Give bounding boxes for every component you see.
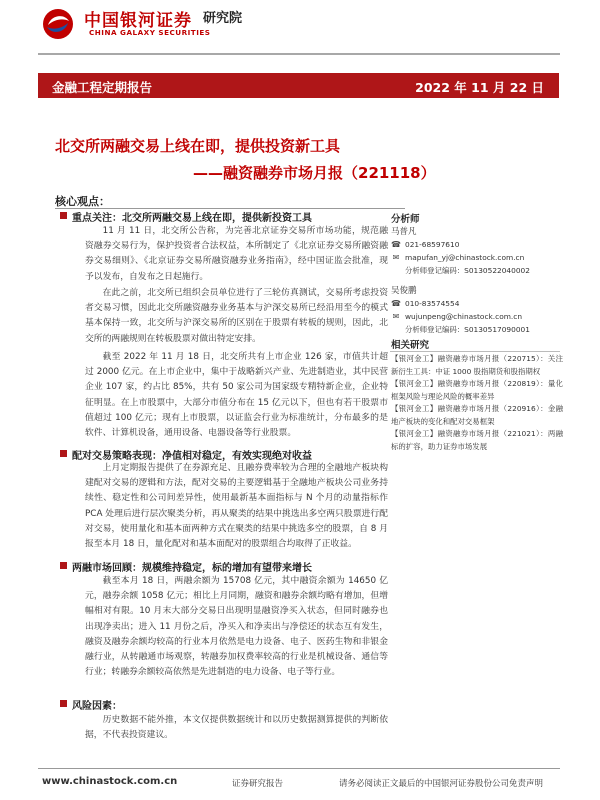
analyst-name: 吴俊鹏 [391,286,417,296]
analyst-email[interactable]: ✉ mapufan_yj@chinastock.com.cn [392,253,525,262]
report-banner [38,73,559,98]
section-bullet-icon [60,700,67,707]
header-divider [38,53,560,55]
related-divider [390,351,560,352]
related-report-link[interactable]: 【银河金工】融资融券市场月报（220819）：量化框架风险与理论风险的概率差异 [391,379,563,401]
related-report-link[interactable]: 【银河金工】融资融券市场月报（221021）：两融标的扩容，助力证券市场发展 [391,429,563,451]
section-bullet-icon [60,212,67,219]
analyst-heading: 分析师 [391,214,420,225]
institute-label: 研究院 [203,11,243,26]
footer-disclaimer: 请务必阅读正文最后的中国银河证券股份公司免责声明 [339,779,544,789]
brand-name: 中国银河证券 [84,11,192,31]
analyst-email[interactable]: ✉ wujunpeng@chinastock.com.cn [392,312,523,321]
section-heading: 风险因素： [72,701,122,712]
analyst-phone: ☎ 021-68597610 [391,240,460,249]
section-heading: 配对交易策略表现：净值相对稳定，有效实现绝对收益 [72,451,312,462]
footer-divider [38,768,560,769]
report-type: 金融工程定期报告 [52,80,153,95]
related-report-link[interactable]: 【银河金工】融资融券市场月报（220715）：关注新衍生工具：中证 1000 股指期货和股指期权 [391,354,563,376]
brand-name-english: CHINA GALAXY SECURITIES [89,28,211,37]
report-title: 北交所两融交易上线在即，提供投资新工具 [55,137,341,155]
section-heading: 重点关注：北交所两融交易上线在即，提供新投资工具 [72,213,312,224]
email-icon: ✉ [392,253,400,262]
related-report-link[interactable]: 【银河金工】融资融券市场月报（220916）：金融地产板块的变化和配对交易框架 [391,404,563,426]
section-bullet-icon [60,562,67,569]
section-paragraph: 截至本月 18 日，两融余额为 15708 亿元，其中融资余额为 14650 亿元，融券余额 1058 亿元；相比上月同期，融资和融券余额均略有增加，但增幅相对有限。10 月末大部分交易日出现明显融资净买入状态，但同时融券也出现净卖出；进入 11 月份之后，净买入和净卖出与净偿还的状态互有发生，融资及融券余额均较高的行业本月依然是电力设备、电子、医药生物和非银金融行业，从转融通市场观察，转融券加权费率较高的行业是机械设备、通信等行业；转融券余额较高依然是先进制造的电力设备、电子等行业。 [85,576,388,678]
section-paragraph: 上月定期报告提供了在券源充足、且融券费率较为合理的全融地产板块构建配对交易的逻辑和方法，配对交易的主要逻辑基于全融地产板块公司业务持续性、稳定性和公司间差异性，使用最新基本面指标与 N 个月的动量指标作 PCA 处理后进行层次聚类分析，再从聚类的结果中挑选出多空两只股票进行配对交易，使用量化和基本面两种方式在聚类的结果中挑选多空的股票，自 8 月报至本月 18 日，量化配对和基本面配对的股票组合均取得了正收益。 [85,463,388,550]
analyst-cert: 分析师登记编码：S0130517090001 [405,325,530,334]
section-paragraph: 11 月 11 日，北交所公告称，为完善北京证券交易所市场功能，规范融资融券交易行为，保护投资者合法权益，本所制定了《北京证券交易所融资融券交易细则》、《北京证券交易所融资融券业务指南》，经中国证监会批准，现予以发布，自发布之日起施行。 [85,226,388,282]
section-paragraph: 历史数据不能外推，本文仅提供数据统计和以历史数据测算提供的判断依据，不代表投资建议。 [85,715,388,741]
section-heading: 两融市场回顾：规模维持稳定，标的增加有望带来增长 [72,563,312,574]
related-research-heading: 相关研究 [391,340,430,351]
galaxy-logo-icon [42,8,74,40]
phone-icon: ☎ [391,240,401,249]
core-views-label: 核心观点： [55,195,110,208]
analyst-cert: 分析师登记编码：S0130522040002 [405,266,530,275]
report-date: 2022 年 11 月 22 日 [415,80,544,95]
email-icon: ✉ [392,312,400,321]
phone-icon: ☎ [391,299,401,308]
section-paragraph: 截至 2022 年 11 月 18 日，北交所共有上市企业 126 家，市值共计超过 2000 亿元。在上市企业中，集中于战略新兴产业、先进制造业，其中民营企业 107 家，约占比 85%，共有 50 家公司为国家级专精特新企业，企业特征明显。在上市股票中，大部分市值分布在 15 亿元以下，但也有若干股票市值超过 100 亿元；现有上市股票，以证监会行业为标准统计，分布最多的是软件、计算机设备，通用设备、电器设备等行业股票。 [85,352,388,439]
section-bullet-icon [60,450,67,457]
analyst-name: 马普凡 [391,227,417,237]
analyst-phone: ☎ 010-83574554 [391,299,460,308]
footer-label: 证券研究报告 [232,779,284,789]
section-paragraph: 在此之前，北交所已组织会员单位进行了三轮仿真测试，交易所考虑投资者交易习惯，因此北交所融资融券业务基本与沪深交易所已经沿用至今的模式基本保持一致，北交所与沪深交易所的区别在于股票有转板的规则，因此，北交所的两融规则在转板股票对做出特定安排。 [85,288,388,344]
report-subtitle: ——融资融券市场月报（221118） [193,164,436,182]
footer-website-link[interactable]: www.chinastock.com.cn [42,776,178,787]
